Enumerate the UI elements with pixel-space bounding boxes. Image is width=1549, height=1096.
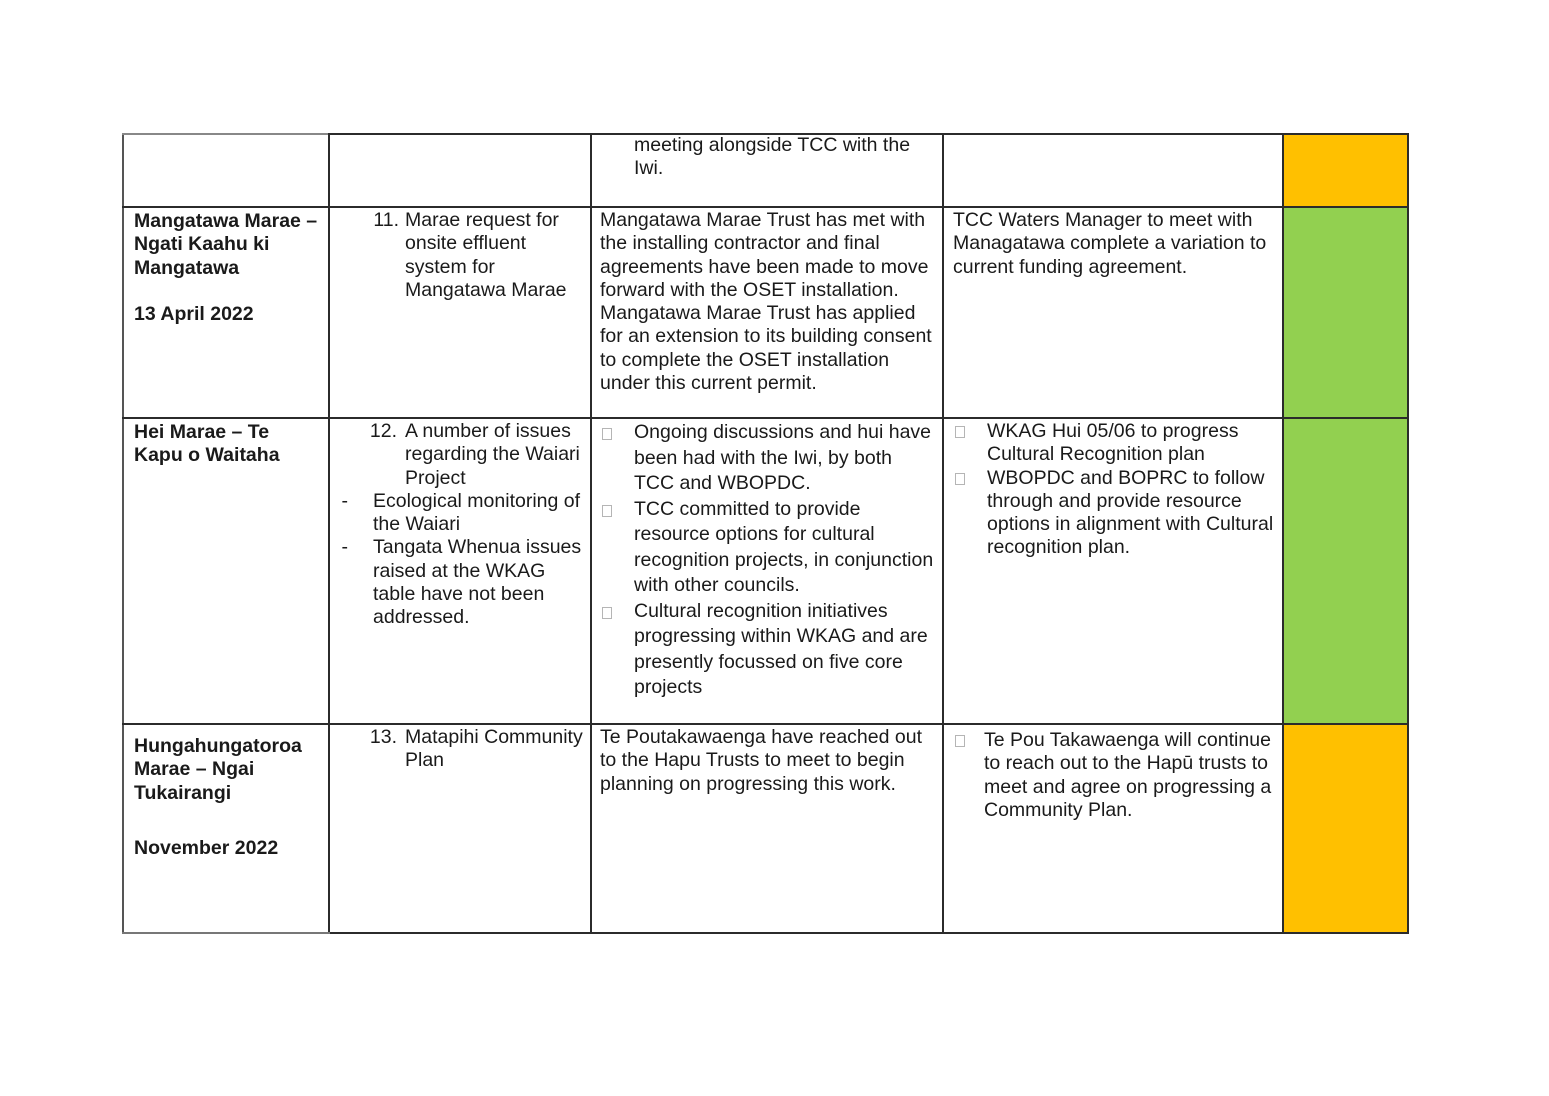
bullet-box-icon xyxy=(955,473,965,485)
status-cell-amber xyxy=(1283,134,1408,207)
progress-cell xyxy=(591,207,943,418)
dash-marker: - xyxy=(341,489,348,512)
table-row xyxy=(123,724,1408,933)
dash-marker: - xyxy=(341,536,348,559)
next-steps-cell xyxy=(943,418,1283,724)
issue-text: A number of issues regarding the Waiari Project xyxy=(405,420,580,489)
hui-actions-table xyxy=(122,133,1409,934)
progress-bullet-text: Cultural recognition initiatives progressing within WKAG and are presently focussed on five core projects xyxy=(634,599,928,698)
list-item xyxy=(600,420,936,497)
next-step-bullet-text: WBOPDC and BOPRC to follow through and provide resource options in alignment with Cultural recognition plan. xyxy=(987,466,1274,559)
list-item xyxy=(953,729,1274,822)
marae-name: Hei Marae – Te Kapu o Waitaha xyxy=(134,421,280,467)
status-cell-green xyxy=(1283,207,1408,418)
marae-cell xyxy=(123,724,329,933)
marae-cell xyxy=(123,207,329,418)
progress-cell xyxy=(591,724,943,933)
progress-bullet-text: Ongoing discussions and hui have been had with the Iwi, by both TCC and WBOPDC. xyxy=(634,421,932,494)
sub-issue-text: Tangata Whenua issues raised at the WKAG table have not been addressed. xyxy=(373,536,582,629)
bullet-box-icon xyxy=(955,426,965,438)
progress-text: Te Poutakawaenga have reached out to the Hapu Trusts to meet to begin planning on progressing this work. xyxy=(600,726,922,795)
status-cell-green xyxy=(1283,418,1408,724)
table-row xyxy=(123,207,1408,418)
list-item xyxy=(330,490,586,537)
next-steps-cell xyxy=(943,724,1283,933)
hui-date: 13 April 2022 xyxy=(134,302,254,325)
bullet-box-icon xyxy=(955,735,965,747)
table-row xyxy=(123,134,1408,207)
progress-cell xyxy=(591,418,943,724)
bullet-box-icon xyxy=(602,505,612,517)
list-item xyxy=(953,467,1274,560)
issue-number: 11. xyxy=(373,209,399,231)
status-cell-amber xyxy=(1283,724,1408,933)
next-step-bullet-text: Te Pou Takawaenga will continue to reach out to the Hapū trusts to meet and agree on progressing a Community Plan. xyxy=(984,729,1272,821)
list-item xyxy=(330,536,586,629)
marae-name: Mangatawa Marae – Ngati Kaahu ki Mangatawa xyxy=(134,210,318,279)
list-item xyxy=(600,599,936,701)
issue-cell xyxy=(329,418,591,724)
list-item xyxy=(953,420,1274,467)
next-step-bullet-text: WKAG Hui 05/06 to progress Cultural Recognition plan xyxy=(987,420,1239,466)
next-steps-cell xyxy=(943,134,1283,207)
issue-number: 13. xyxy=(369,726,397,748)
table-row xyxy=(123,418,1408,724)
hui-date: November 2022 xyxy=(134,836,279,859)
marae-cell xyxy=(123,418,329,724)
marae-cell xyxy=(123,134,329,207)
issue-cell xyxy=(329,134,591,207)
issue-cell xyxy=(329,207,591,418)
list-item xyxy=(600,497,936,599)
progress-bullet-text: TCC committed to provide resource options for cultural recognition projects, in conjunction with other councils. xyxy=(634,497,934,596)
sub-issue-text: Ecological monitoring of the Waiari xyxy=(373,489,581,536)
progress-continuation: meeting alongside TCC with the Iwi. xyxy=(634,134,911,180)
next-steps-text: TCC Waters Manager to meet with Managatawa complete a variation to current funding agreement. xyxy=(953,209,1267,278)
issue-text: Marae request for onsite effluent system for Mangatawa Marae xyxy=(405,209,567,301)
next-steps-cell xyxy=(943,207,1283,418)
bullet-box-icon xyxy=(602,428,612,440)
bullet-box-icon xyxy=(602,607,612,619)
issue-number: 12. xyxy=(369,420,397,442)
issue-cell xyxy=(329,724,591,933)
progress-text: Mangatawa Marae Trust has met with the installing contractor and final agreements have been made to move forward with the OSET installation. Mangatawa Marae Trust has applied for an extension to its building consent to complete the OSET installation under this current permit. xyxy=(600,209,932,395)
issue-text: Matapihi Community Plan xyxy=(405,726,583,772)
progress-cell xyxy=(591,134,943,207)
marae-name: Hungahungatoroa Marae – Ngai Tukairangi xyxy=(134,735,302,804)
